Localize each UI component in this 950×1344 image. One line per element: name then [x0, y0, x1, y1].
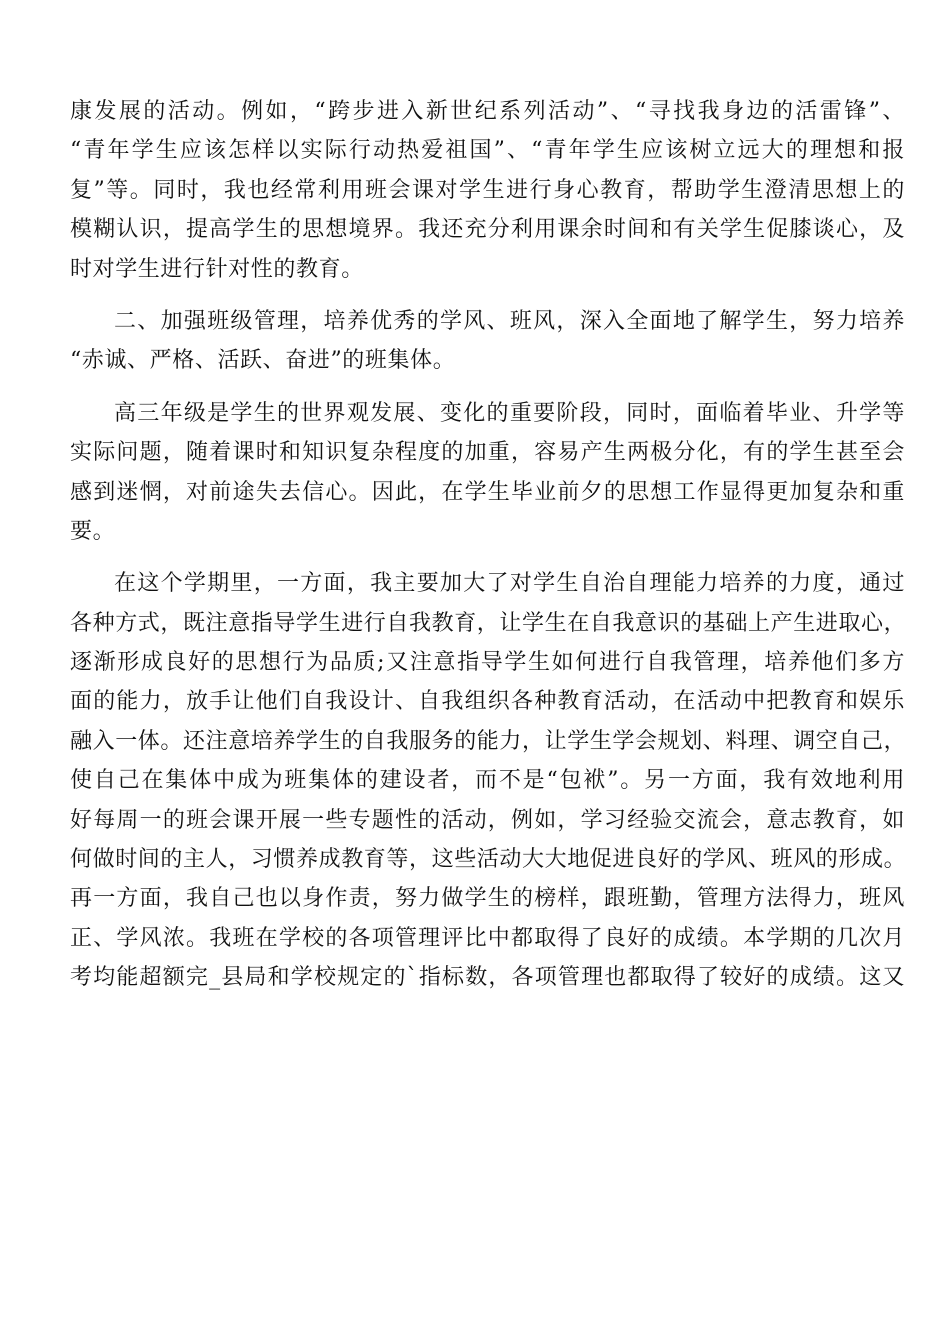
text-line: 模糊认识，提高学生的思想境界。我还充分利用课余时间和有关学生促膝谈心，及: [70, 217, 905, 243]
document-body: [70, 92, 905, 998]
text-line: 好每周一的班会课开展一些专题性的活动，例如，学习经验交流会，意志教育，如: [70, 807, 905, 833]
text-line: 时对学生进行针对性的教育。: [70, 256, 364, 282]
text-line: 各种方式，既注意指导学生进行自我教育，让学生在自我意识的基础上产生进取心，: [70, 610, 907, 636]
text-line: 康发展的活动。例如，“跨步进入新世纪系列活动”、“寻找我身边的活雷锋”、: [70, 99, 905, 124]
text-line: 在这个学期里，一方面，我主要加大了对学生自治自理能力培养的力度，通过: [114, 571, 905, 597]
text-line: 逐渐形成良好的思想行为品质;又注意指导学生如何进行自我管理，培养他们多方: [70, 650, 905, 676]
paragraph-gap: [70, 381, 905, 394]
paragraph: [70, 302, 905, 381]
paragraph: [70, 92, 905, 289]
paragraph: [70, 394, 905, 552]
text-line: 要。: [70, 518, 116, 544]
text-line: “赤诚、严格、活跃、奋进”的班集体。: [70, 348, 456, 374]
text-line: 复”等。同时，我也经常利用班会课对学生进行身心教育，帮助学生澄清思想上的: [70, 177, 905, 203]
text-line: 考均能超额完_县局和学校规定的`指标数，各项管理也都取得了较好的成绩。这又: [70, 965, 905, 991]
text-line: 正、学风浓。我班在学校的各项管理评比中都取得了良好的成绩。本学期的几次月: [70, 925, 905, 951]
text-line: 二、加强班级管理，培养优秀的学风、班风，深入全面地了解学生，努力培养: [114, 308, 905, 334]
text-line: 高三年级是学生的世界观发展、变化的重要阶段，同时，面临着毕业、升学等: [114, 400, 905, 426]
text-line: 融入一体。还注意培养学生的自我服务的能力，让学生学会规划、料理、调空自己，: [70, 728, 907, 754]
paragraph-gap: [70, 289, 905, 302]
text-line: 面的能力，放手让他们自我设计、自我组织各种教育活动，在活动中把教育和娱乐: [70, 689, 905, 715]
text-line: “青年学生应该怎样以实际行动热爱祖国”、“青年学生应该树立远大的理想和报: [70, 138, 905, 164]
paragraph: [70, 564, 905, 997]
text-line: 感到迷惘，对前途失去信心。因此，在学生毕业前夕的思想工作显得更加复杂和重: [70, 479, 905, 505]
text-line: 使自己在集体中成为班集体的建设者，而不是“包袱”。另一方面，我有效地利用: [70, 768, 905, 794]
paragraph-gap: [70, 551, 905, 564]
text-line: 再一方面，我自己也以身作责，努力做学生的榜样，跟班勤，管理方法得力，班风: [70, 886, 905, 912]
text-line: 何做时间的主人，习惯养成教育等，这些活动大大地促进良好的学风、班风的形成。: [70, 847, 907, 873]
text-line: 实际问题，随着课时和知识复杂程度的加重，容易产生两极分化，有的学生甚至会: [70, 440, 905, 466]
